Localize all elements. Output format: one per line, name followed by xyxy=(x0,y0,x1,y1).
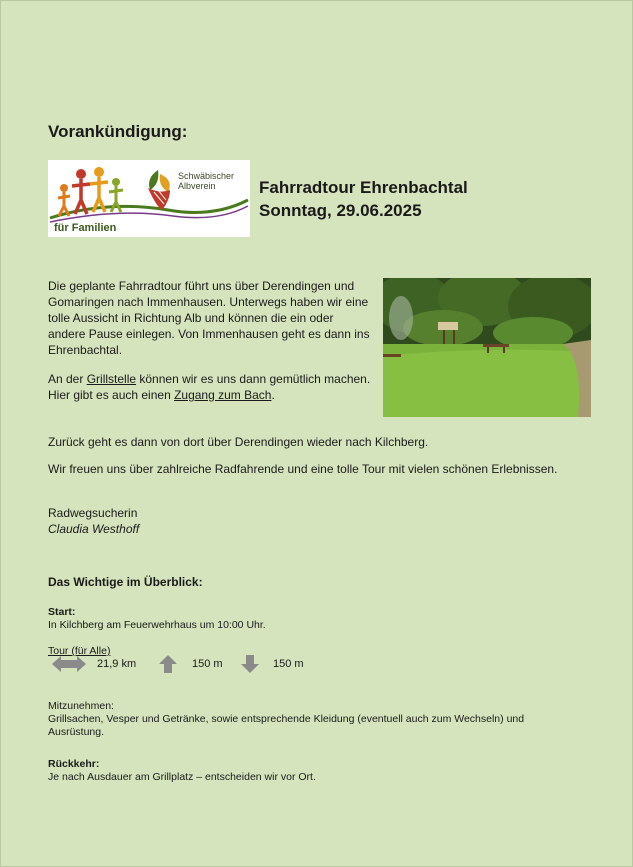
bring-label: Mitzunehmen: xyxy=(48,700,114,712)
descent-value: 150 m xyxy=(273,658,304,670)
return-paragraph: Zurück geht es dann von dort über Derendingen wieder nach Kilchberg. xyxy=(48,435,429,449)
double-arrow-icon xyxy=(52,655,86,673)
logo-brand xyxy=(178,171,234,191)
grill-text-b: können wir es uns dann gemütlich machen. Hier gibt es auch einen xyxy=(48,372,371,402)
grillstelle-link[interactable]: Grillstelle xyxy=(86,372,137,386)
bach-link[interactable]: Zugang zum Bach xyxy=(174,388,272,402)
bring-text: Grillsachen, Vesper und Getränke, sowie entsprechende Kleidung (eventuell auch zum Wechseln) und Ausrüstung. xyxy=(48,713,525,738)
signature-name: Claudia Westhoff xyxy=(48,522,140,536)
event-title-date: Sonntag, 29.06.2025 xyxy=(259,201,422,220)
start-text: In Kilchberg am Feuerwehrhaus um 10:00 Uhr. xyxy=(48,619,266,631)
arrow-up-icon xyxy=(159,655,177,673)
tour-link[interactable]: Tour (für Alle) xyxy=(48,645,111,657)
event-title-line1: Fahrradtour Ehrenbachtal xyxy=(259,178,468,197)
welcome-paragraph: Wir freuen uns über zahlreiche Radfahrende und eine tolle Tour mit vielen schönen Erlebnissen. xyxy=(48,462,558,476)
logo-brand-line1: Schwäbischer xyxy=(178,171,235,181)
logo-brand-line2: Albverein xyxy=(178,181,216,191)
start-label: Start: xyxy=(48,606,76,618)
grill-text-c: . xyxy=(271,388,275,402)
return-text: Je nach Ausdauer am Grillplatz – entscheiden wir vor Ort. xyxy=(48,771,316,783)
intro-paragraph: Die geplante Fahrradtour führt uns über Derendingen und Gomaringen nach Immenhausen. Unterwegs haben wir eine tolle Aussicht in Richtung Alb und können die ein oder andere Pause einlegen. Von Immenhausen geht es dann ins Ehrenbachtal. xyxy=(48,279,370,357)
tour-stats xyxy=(52,655,352,675)
logo-text: für Familien xyxy=(54,222,117,234)
return-label: Rückkehr: xyxy=(48,758,100,770)
ascent-value: 150 m xyxy=(192,658,223,670)
event-title xyxy=(259,176,468,222)
page-heading: Vorankündigung: xyxy=(48,122,188,141)
grill-text-a: An der xyxy=(48,372,87,386)
grill-paragraph xyxy=(48,371,373,403)
logo xyxy=(48,160,250,237)
arrow-down-icon xyxy=(241,655,259,673)
signature-role: Radwegsucherin xyxy=(48,506,138,520)
grillplatz-photo xyxy=(383,278,591,417)
overview-title: Das Wichtige im Überblick: xyxy=(48,575,203,589)
distance-value: 21,9 km xyxy=(97,658,137,670)
